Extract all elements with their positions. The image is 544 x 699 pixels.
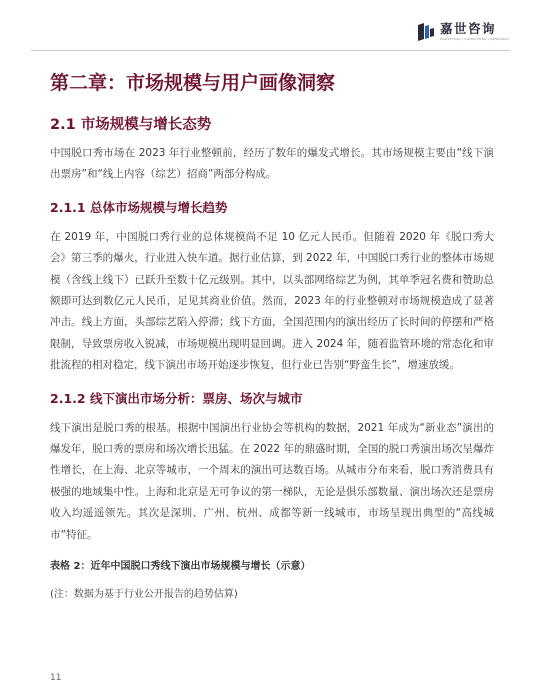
header-divider: [31, 50, 510, 51]
brand-tagline: MARKETING | CONSULTING | RESEARCH: [440, 37, 510, 41]
brand-text: [440, 22, 509, 41]
brand-logo-icon: [417, 22, 435, 42]
table-caption: 表格 2：近年中国脱口秀线下演出市场规模与增长（示意）: [50, 561, 311, 573]
brand-logo: [417, 22, 509, 42]
brand-name: 嘉世咨询: [440, 21, 497, 36]
subsection-title-offline-market: 2.1.2 线下演出市场分析：票房、场次与城市: [50, 390, 303, 406]
table-note: (注：数据为基于行业公开报告的趋势估算): [50, 589, 238, 601]
section-title: 2.1 市场规模与增长态势: [50, 117, 212, 133]
subsection-title-market-size: 2.1.1 总体市场规模与增长趋势: [50, 199, 228, 215]
page-content: [50, 67, 494, 604]
section-intro-paragraph: 中国脱口秀市场在 2023 年行业整顿前，经历了数年的爆发式增长。其市场规模主要由“线下演出票房”和“线上内容（综艺）招商”两部分构成。: [50, 147, 494, 181]
chapter-title: 第二章：市场规模与用户画像洞察: [50, 72, 336, 94]
offline-market-paragraph: 线下演出是脱口秀的根基。根据中国演出行业协会等机构的数据，2021 年成为“新业态”演出的爆发年，脱口秀的票房和场次增长迅猛。在 2022 年的鼎盛时期，全国的脱口秀演出场次呈爆炸性增长，在上海、北京等城市，一个周末的演出可达数百场。从城市分布来看，脱口秀消费具有极强的地域集中性。上海和北京是无可争议的第一梯队，无论是俱乐部数量、演出场次还是票房收入均遥遥领先。其次是深圳、广州、杭州、成都等新一线城市，市场呈现出典型的“高线城市”特征。: [50, 421, 494, 541]
page-number: 11: [50, 673, 62, 683]
market-size-paragraph: 在 2019 年，中国脱口秀行业的总体规模尚不足 10 亿元人民币。但随着 2020 年《脱口秀大会》第三季的爆火，行业进入快车道。据行业估算，到 2022 年，中国脱口秀行业的整体市场规模（含线上线下）已跃升至数十亿元级别。其中，以头部网络综艺为例，其单季冠名费和赞助总额即可达到数亿元人民币，足见其商业价值。然而，2023 年的行业整顿对市场规模造成了显著冲击。线上方面，头部综艺陷入停滞；线下方面，全国范围内的演出经历了长时间的停摆和严格限制，导致票房收入锐减，市场规模出现明显回调。进入 2024 年，随着监管环境的常态化和审批流程的相对稳定，线下演出市场开始逐步恢复，但行业已告别“野蛮生长”，增速放缓。: [50, 230, 494, 372]
page-header: [0, 0, 544, 50]
